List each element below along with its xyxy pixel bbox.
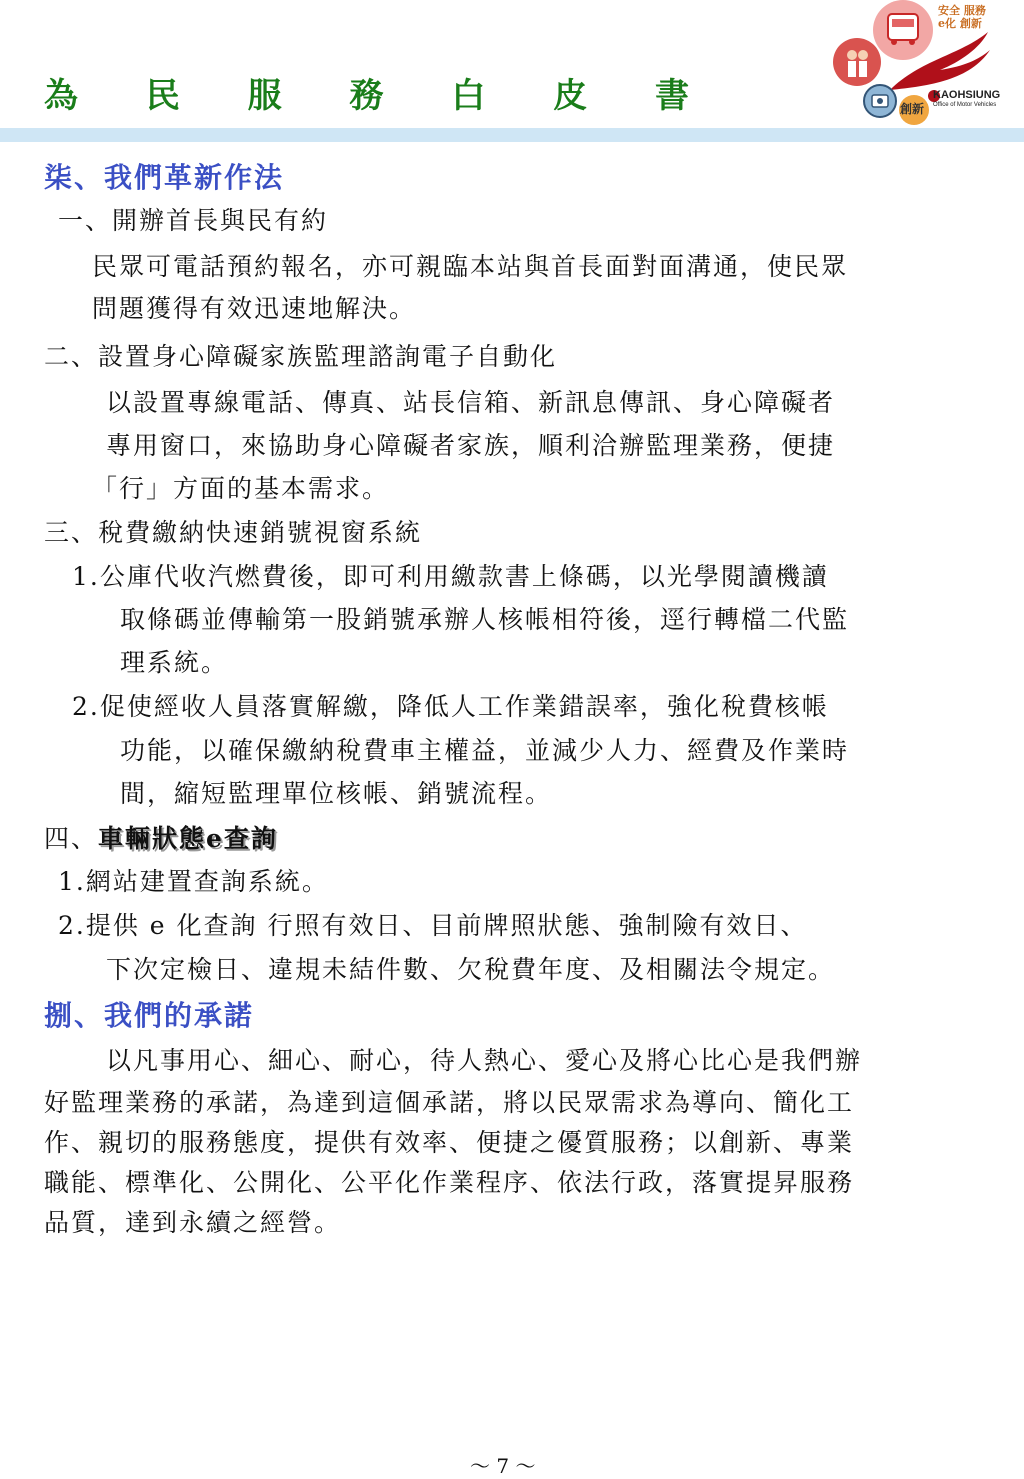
item-1-text-line: 問題獲得有效迅速地解決。 xyxy=(92,294,417,323)
agency-logo xyxy=(830,0,1020,130)
header-divider-band xyxy=(0,128,1024,142)
promise-text-line: 好監理業務的承諾，為達到這個承諾，將以民眾需求為導向、簡化工 xyxy=(44,1088,855,1117)
logo-graphic xyxy=(830,0,1020,130)
item-3-heading: 三、稅費繳納快速銷號視窗系統 xyxy=(44,518,423,547)
item-4-number: 四、 xyxy=(44,824,99,853)
logo-badge-text: 創新 xyxy=(900,102,925,116)
document-title: 為 民 服 務 白 皮 書 xyxy=(44,76,718,116)
item-4-point-2-line: 2.提供 e 化查詢 行照有效日、目前牌照狀態、強制險有效日、 xyxy=(58,911,808,940)
item-2-heading: 二、設置身心障礙家族監理諮詢電子自動化 xyxy=(44,342,558,371)
page-number: ～ 7 ～ xyxy=(470,1454,536,1478)
logo-tagline-top: 安全 服務 xyxy=(938,4,986,17)
item-2-text-line: 以設置專線電話、傳真、站長信箱、新訊息傳訊、身心障礙者 xyxy=(106,388,836,417)
section-7-heading: 柒、我們革新作法 xyxy=(44,161,285,194)
item-4-heading xyxy=(44,826,278,851)
item-3-point-1-line: 取條碼並傳輸第一股銷號承辦人核帳相符後，逕行轉檔二代監 xyxy=(120,605,850,634)
item-3-point-1-line: 1.公庫代收汽燃費後，即可利用繳款書上條碼，以光學閱讀機讀 xyxy=(72,562,829,591)
item-3-point-2-line: 間，縮短監理單位核帳、銷號流程。 xyxy=(120,779,553,808)
item-3-point-2-line: 2.促使經收人員落實解繳，降低人工作業錯誤率，強化稅費核帳 xyxy=(72,692,829,721)
section-8-heading: 捌、我們的承諾 xyxy=(44,999,255,1032)
promise-text-line: 以凡事用心、細心、耐心，待人熱心、愛心及將心比心是我們辦 xyxy=(106,1046,863,1075)
logo-tagline-bottom: e化 創新 xyxy=(938,17,982,30)
item-4-point-1: 1.網站建置查詢系統。 xyxy=(58,867,329,896)
item-1-heading: 一、開辦首長與民有約 xyxy=(58,206,329,235)
logo-brand-text: KAOHSIUNG xyxy=(933,89,1001,101)
item-2-text-line: 「行」方面的基本需求。 xyxy=(92,474,390,503)
promise-text-line: 職能、標準化、公開化、公平化作業程序、依法行政，落實提昇服務 xyxy=(44,1168,855,1197)
item-3-point-1-line: 理系統。 xyxy=(120,648,229,677)
logo-subtitle: Office of Motor Vehicles xyxy=(933,102,997,108)
item-4-title: 車輛狀態e查詢 xyxy=(98,824,278,853)
item-2-text-line: 專用窗口，來協助身心障礙者家族，順利洽辦監理業務，便捷 xyxy=(106,431,836,460)
promise-text-line: 品質，達到永續之經營。 xyxy=(44,1208,342,1237)
item-1-text-line: 民眾可電話預約報名，亦可親臨本站與首長面對面溝通，使民眾 xyxy=(92,252,849,281)
item-4-point-2-line: 下次定檢日、違規未結件數、欠稅費年度、及相關法令規定。 xyxy=(106,955,836,984)
promise-text-line: 作、親切的服務態度，提供有效率、便捷之優質服務；以創新、專業 xyxy=(44,1128,855,1157)
page-header xyxy=(0,0,1024,130)
item-3-point-2-line: 功能，以確保繳納稅費車主權益，並減少人力、經費及作業時 xyxy=(120,736,850,765)
